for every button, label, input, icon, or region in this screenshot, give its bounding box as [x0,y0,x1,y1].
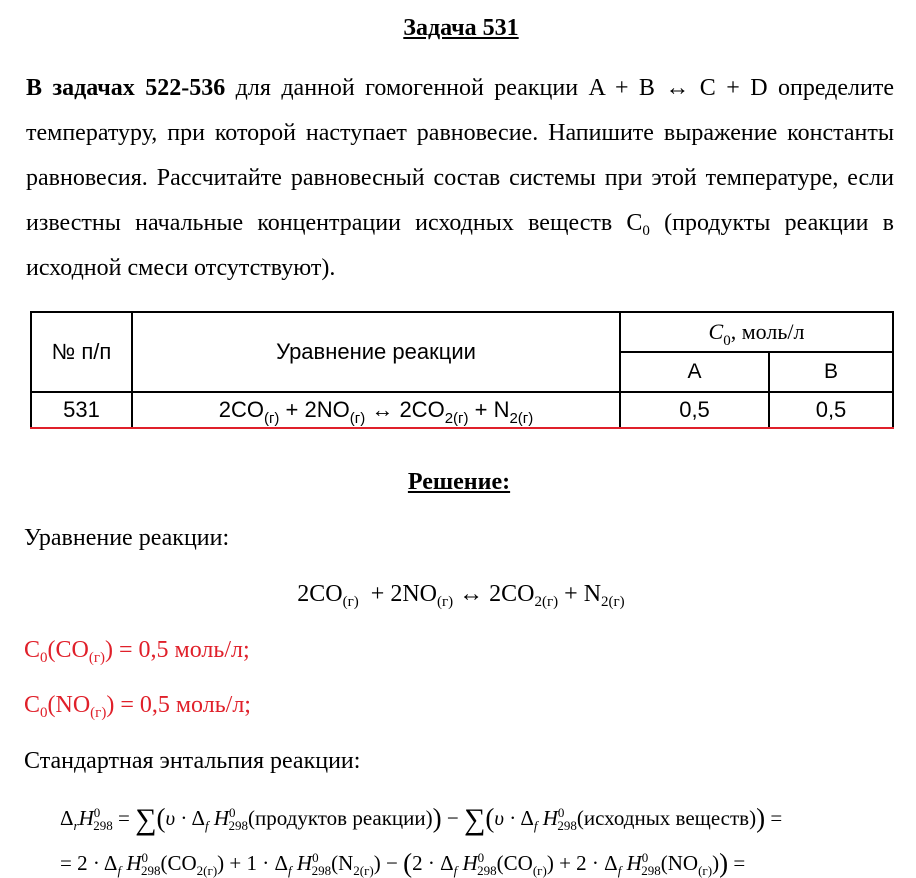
header-b: B [769,352,893,392]
header-equation: Уравнение реакции [132,312,620,392]
cell-b: 0,5 [769,392,893,428]
enthalpy-formula-line2: = $2 \cdot \Delta_f$ $H^0_{298}(CO_{2(г)}) + 1 \cdot \Delta_f$ $H^0_{298}(N_{2(г)}) - (2 \cdot \Delta_f$ $H^0_{298}(CO_{(г)}) + 2 \cdot \Delta_f$ $H^0_{298}(NO_{(г)})$) = [60,848,746,878]
header-a: A [620,352,769,392]
task-table [30,311,894,429]
cell-number: 531 [31,392,132,428]
solution-heading: Решение: [407,469,511,495]
header-number: № п/п [31,312,132,392]
reaction-label: Уравнение реакции: [24,525,230,551]
task-range: В задачах 522-536 [26,75,226,101]
reactants-text: (исходных веществ) [576,806,757,830]
initial-conc-no: $C_0(NO_{(г)}) = 0,5$ моль/л; [24,692,251,721]
task-text-sub: 0 [642,223,650,239]
reaction-equation: $2CO_{(г)} + 2NO_{(г)}$ ↔ $2CO_{2(г)} + N_{2(г)}$ [297,581,625,610]
cell-a: 0,5 [620,392,769,428]
cell-equation: $2CO_{(г)} + 2NO_{(г)}$ ↔ $2CO_{2(г)} + N_{2(г)}$ [132,392,620,428]
enthalpy-label: Стандартная энтальпия реакции: [24,748,361,774]
task-description [26,66,894,291]
page-title: Задача 531 [403,15,519,41]
task-text-end: (продукты реакции в исходной смеси отсутствуют). [26,210,894,281]
enthalpy-formula-line1: $\Delta_rH^0_{298} = \sum(\upsilon \cdot \Delta_f$ $H^0_{298}(продуктов$ реакции)) − $\sum(\upsilon \cdot \Delta_f$ $H^0_{298}(исходных$ веществ)) = [60,803,783,836]
task-text: для данной гомогенной реакции A + B ↔ C + D определите температуру, при которой наступает равновесие. Напишите выражение константы равновесия. Рассчитайте равновесный состав системы при этой температуре, если известны начальные концентрации исходных веществ C [26,75,894,236]
products-text: (продуктов реакции) [248,806,433,830]
header-c0: $C_0$, моль/л [620,312,893,352]
initial-conc-co: $C_0(CO_{(г)}) = 0,5$ моль/л; [24,637,250,666]
